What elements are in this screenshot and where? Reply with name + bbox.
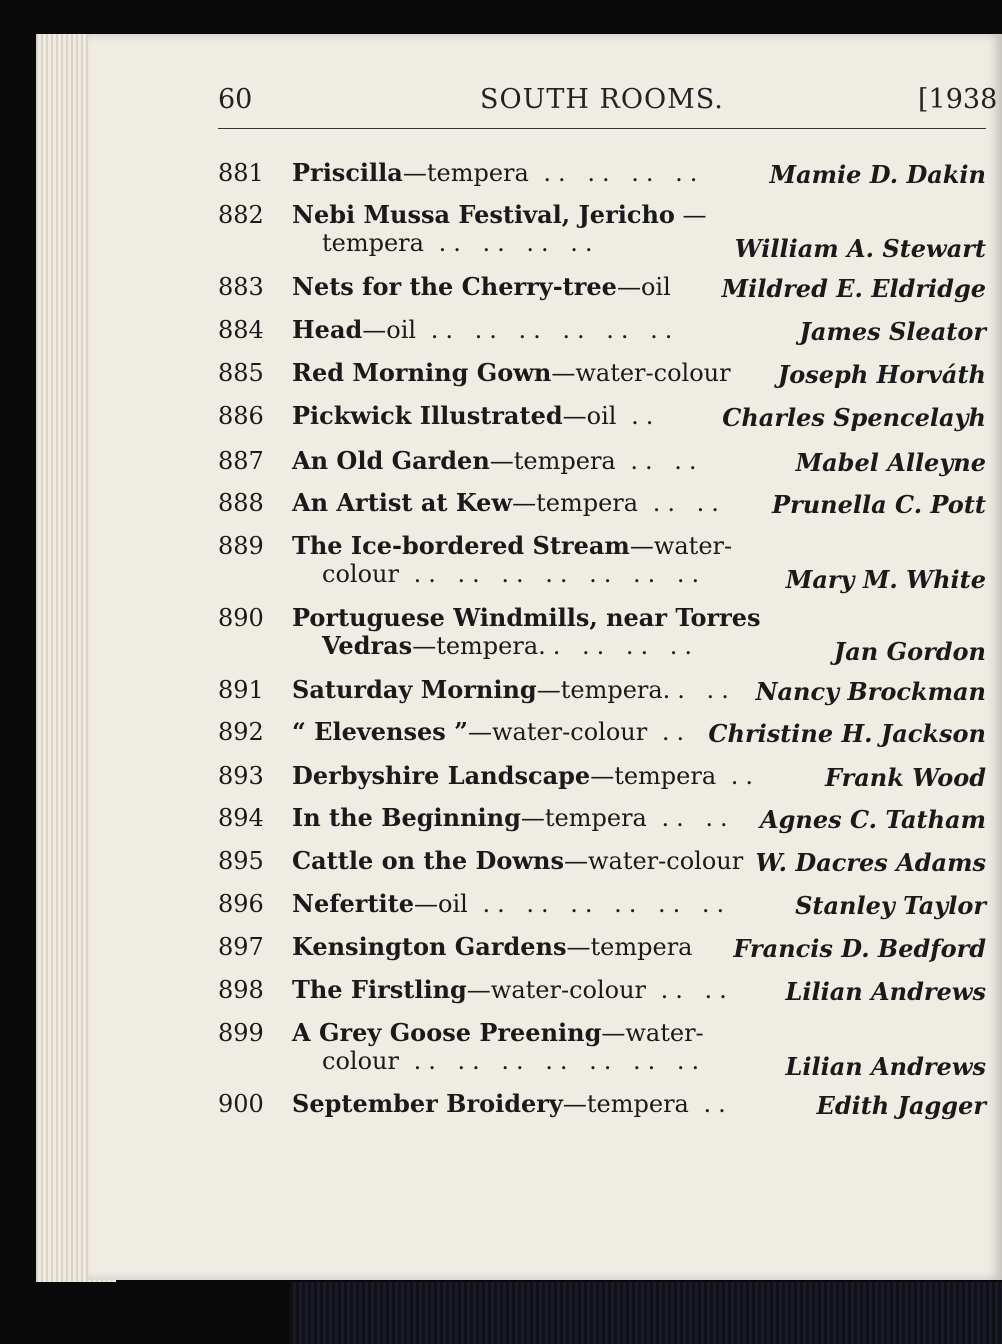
work-medium: —water-colour: [466, 976, 647, 1004]
leader-dots: .. .. .. .. .. ..: [467, 890, 732, 918]
entry-line: [292, 531, 754, 561]
work-medium: —oil: [362, 316, 417, 344]
artist-name: Lilian Andrews: [785, 1052, 986, 1081]
leader-dots: .. ..: [662, 676, 736, 704]
work-title: An Artist at Kew: [292, 488, 513, 517]
catalogue-number: 899: [218, 1019, 264, 1047]
artist-name: Stanley Taylor: [795, 891, 986, 920]
leader-dots: .. ..: [646, 804, 735, 832]
leader-dots: ..: [647, 718, 692, 746]
work-medium-continued: colour: [322, 1047, 399, 1075]
artist-name: Frank Wood: [824, 763, 986, 792]
catalogue-number: 897: [218, 933, 264, 961]
work-medium: —water-colour: [551, 359, 731, 387]
catalogue-number: 900: [218, 1090, 264, 1118]
artist-name: Agnes C. Tatham: [760, 805, 986, 834]
work-title: An Old Garden: [292, 446, 490, 475]
leader-dots: .. .. .. ..: [538, 632, 700, 660]
artist-name: Mary M. White: [785, 565, 986, 594]
work-title: A Grey Goose Preening: [292, 1018, 602, 1047]
work-medium: —water-colour: [467, 718, 648, 746]
work-medium-continued: tempera: [322, 229, 424, 257]
catalogue-number: 896: [218, 890, 264, 918]
leader-dots: .. ..: [615, 447, 704, 475]
leader-dots: .. .. .. ..: [528, 159, 705, 187]
entry-line: [292, 761, 761, 791]
entry-line: [292, 1018, 754, 1048]
artist-name: Edith Jagger: [816, 1091, 986, 1120]
work-medium: —oil: [562, 402, 617, 430]
work-title: Saturday Morning: [292, 675, 537, 704]
entry-line: [292, 315, 754, 345]
section-title: SOUTH ROOMS.: [480, 84, 724, 115]
work-medium: —oil: [414, 890, 468, 918]
catalogue-number: 883: [218, 273, 264, 301]
work-medium: —tempera: [402, 159, 529, 187]
entry-line: [292, 803, 754, 833]
page-number: 60: [218, 84, 253, 115]
artist-name: Mabel Alleyne: [795, 448, 986, 477]
entry-line: [292, 603, 761, 633]
work-title: Cattle on the Downs: [292, 846, 564, 875]
artist-name: William A. Stewart: [734, 234, 986, 263]
work-medium: —water-colour: [563, 847, 744, 875]
work-title: September Broidery: [292, 1089, 563, 1118]
leader-dots: .. ..: [638, 489, 726, 517]
leader-dots: .. .. .. .. .. .. ..: [398, 1047, 707, 1075]
entry-line: [292, 889, 754, 919]
work-title: Nebi Mussa Festival, Jericho: [292, 200, 675, 229]
artist-name: James Sleator: [799, 317, 986, 346]
artist-name: Lilian Andrews: [785, 977, 986, 1006]
work-title: The Ice-bordered Stream: [292, 531, 630, 560]
artist-name: Christine H. Jackson: [708, 719, 986, 748]
leader-dots: .. .. .. ..: [423, 229, 600, 257]
catalogue-number: 895: [218, 847, 264, 875]
work-medium: —tempera: [562, 1090, 689, 1118]
work-medium: —tempera: [566, 933, 693, 961]
leader-dots: ..: [688, 1090, 733, 1118]
entry-line: [292, 1089, 754, 1119]
catalogue-number: 894: [218, 804, 264, 832]
work-title: In the Beginning: [292, 803, 521, 832]
work-medium: —tempera: [520, 804, 647, 832]
entry-line: [292, 358, 754, 388]
catalogue-number: 885: [218, 359, 264, 387]
work-title: Derbyshire Landscape: [292, 761, 591, 790]
catalogue-number: 890: [218, 604, 264, 632]
work-medium: —tempera: [489, 447, 616, 475]
catalogue-number: 898: [218, 976, 264, 1004]
work-title: Pickwick Illustrated: [292, 401, 563, 430]
work-medium: —tempera: [536, 676, 663, 704]
background-cloth: [290, 1282, 1002, 1344]
work-title: Portuguese Windmills, near Torres: [292, 603, 761, 632]
catalogue-number: 893: [218, 762, 264, 790]
artist-name: Jan Gordon: [833, 637, 986, 666]
work-medium: —oil: [616, 273, 671, 301]
work-medium: —water-: [629, 532, 733, 560]
catalogue-number: 881: [218, 159, 264, 187]
leader-dots: .. .. .. .. .. .. ..: [398, 560, 707, 588]
leader-dots: .. .. .. .. .. ..: [416, 316, 680, 344]
entry-line: [292, 200, 754, 230]
artist-name: Nancy Brockman: [755, 677, 986, 706]
entry-continuation-line: [322, 228, 754, 258]
entry-line: [292, 675, 754, 705]
entry-line: [292, 932, 754, 962]
artist-name: Mildred E. Eldridge: [721, 274, 986, 303]
work-title: Priscilla: [292, 158, 403, 187]
header-rule: [218, 128, 986, 129]
leader-dots: ..: [716, 762, 761, 790]
catalogue-number: 887: [218, 447, 264, 475]
entry-line: [292, 717, 754, 747]
entry-line: [292, 158, 754, 188]
leader-dots: .. ..: [646, 976, 734, 1004]
catalogue-number: 892: [218, 718, 264, 746]
work-medium: —water-: [601, 1019, 704, 1047]
entry-continuation-line: [322, 559, 754, 589]
work-medium-continued: colour: [322, 560, 399, 588]
catalogue-number: 882: [218, 201, 264, 229]
entry-continuation-line: [322, 1046, 754, 1076]
entry-continuation-line: [322, 631, 754, 661]
leader-dots: ..: [616, 402, 661, 430]
work-title: Head: [292, 315, 363, 344]
work-title-continued: Vedras: [322, 631, 413, 660]
work-title: Nets for the Cherry-tree: [292, 272, 617, 301]
catalogue-number: 889: [218, 532, 264, 560]
catalogue-number: 884: [218, 316, 264, 344]
work-medium-continued: —tempera: [412, 632, 539, 660]
work-title: Kensington Gardens: [292, 932, 567, 961]
work-title: Nefertite: [292, 889, 415, 918]
entry-line: [292, 488, 754, 518]
entry-line: [292, 446, 754, 476]
work-medium: —tempera: [590, 762, 717, 790]
work-medium: —: [674, 201, 707, 229]
entry-line: [292, 272, 754, 302]
catalogue-number: 891: [218, 676, 264, 704]
artist-name: Prunella C. Pott: [772, 490, 986, 519]
work-title: “ Elevenses ”: [292, 717, 468, 746]
work-medium: —tempera: [512, 489, 639, 517]
artist-name: Joseph Horváth: [777, 360, 986, 389]
year-marker: [1938: [918, 84, 998, 115]
artist-name: Francis D. Bedford: [733, 934, 986, 963]
entry-line: [292, 401, 754, 431]
work-title: The Firstling: [292, 975, 467, 1004]
catalogue-number: 886: [218, 402, 264, 430]
artist-name: Charles Spencelayh: [722, 403, 986, 432]
entry-line: [292, 975, 754, 1005]
artist-name: W. Dacres Adams: [755, 848, 986, 877]
catalogue-number: 888: [218, 489, 264, 517]
entry-line: [292, 846, 754, 876]
artist-name: Mamie D. Dakin: [769, 160, 986, 189]
work-title: Red Morning Gown: [292, 358, 552, 387]
